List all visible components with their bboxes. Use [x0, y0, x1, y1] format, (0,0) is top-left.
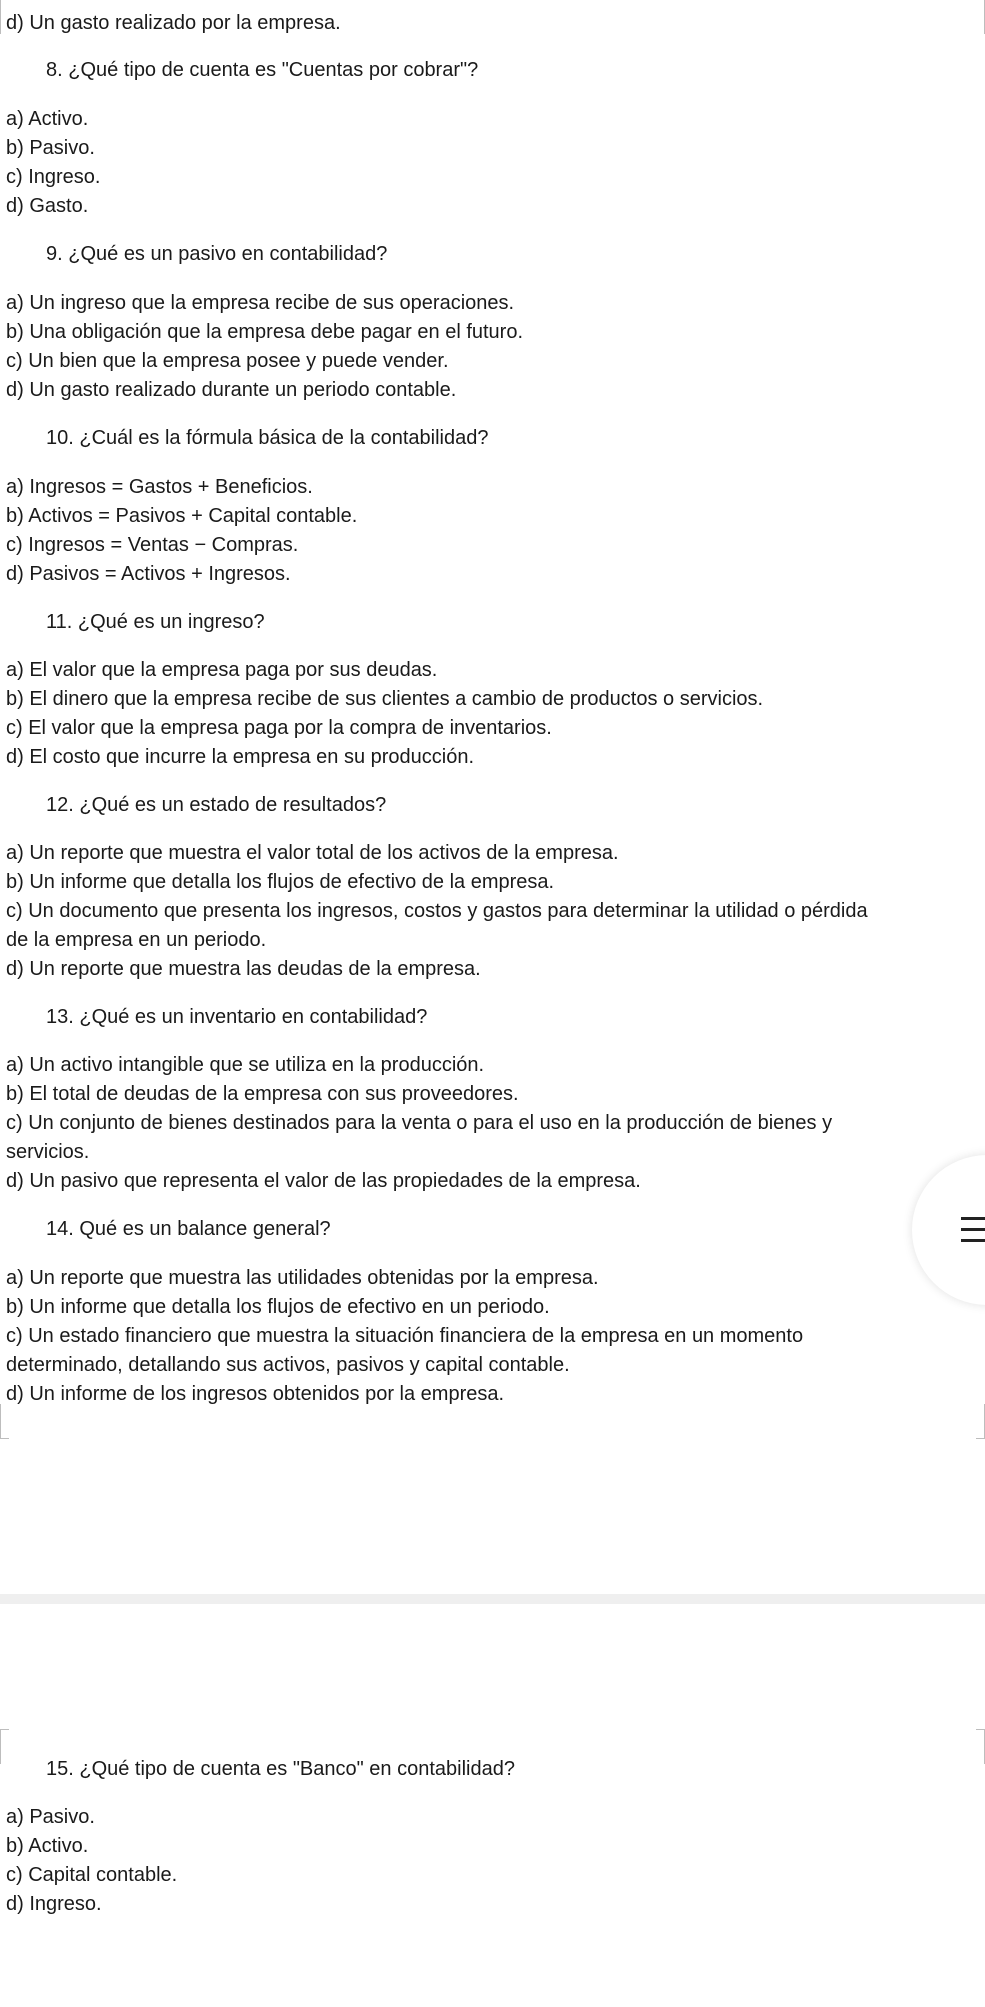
question-text: 10. ¿Cuál es la fórmula básica de la contabilidad? — [46, 427, 489, 449]
answer-option: a) Pasivo. — [6, 1806, 95, 1828]
answer-option: b) Activo. — [6, 1835, 89, 1857]
answer-option: a) Un ingreso que la empresa recibe de sus operaciones. — [6, 292, 515, 314]
answer-option: c) Un documento que presenta los ingresos, costos y gastos para determinar la utilidad o pérdida — [6, 900, 868, 922]
answer-option: c) Un bien que la empresa posee y puede vender. — [6, 350, 449, 372]
answer-option: c) Un conjunto de bienes destinados para la venta o para el uso en la producción de bienes y — [6, 1112, 833, 1134]
answer-option: a) Un activo intangible que se utiliza en la producción. — [6, 1054, 485, 1076]
answer-option: d) Ingreso. — [6, 1893, 102, 1915]
answer-option: c) Ingreso. — [6, 166, 101, 188]
answer-option: b) Activos = Pasivos + Capital contable. — [6, 505, 358, 527]
answer-option: b) El total de deudas de la empresa con sus proveedores. — [6, 1083, 519, 1105]
answer-option: c) Ingresos = Ventas − Compras. — [6, 534, 299, 556]
question-text: 8. ¿Qué tipo de cuenta es "Cuentas por cobrar"? — [46, 59, 479, 81]
answer-option: b) Un informe que detalla los flujos de efectivo de la empresa. — [6, 871, 555, 893]
question-text: 13. ¿Qué es un inventario en contabilidad? — [46, 1006, 428, 1028]
answer-option: d) Pasivos = Activos + Ingresos. — [6, 563, 291, 585]
answer-option: c) Un estado financiero que muestra la situación financiera de la empresa en un momento — [6, 1325, 804, 1347]
page-corner-mark — [976, 0, 985, 34]
answer-option: c) Capital contable. — [6, 1864, 178, 1886]
answer-option: a) Un reporte que muestra el valor total de los activos de la empresa. — [6, 842, 619, 864]
answer-option: b) Una obligación que la empresa debe pagar en el futuro. — [6, 321, 524, 343]
answer-option: b) Pasivo. — [6, 137, 95, 159]
answer-option: d) Un informe de los ingresos obtenidos por la empresa. — [6, 1383, 505, 1405]
answer-option: a) Ingresos = Gastos + Beneficios. — [6, 476, 313, 498]
answer-option: a) El valor que la empresa paga por sus deudas. — [6, 659, 438, 681]
answer-option: d) Un gasto realizado durante un periodo contable. — [6, 379, 457, 401]
question-text: 12. ¿Qué es un estado de resultados? — [46, 794, 387, 816]
answer-option: c) El valor que la empresa paga por la compra de inventarios. — [6, 717, 552, 739]
answer-option: de la empresa en un periodo. — [6, 929, 267, 951]
question-text: 11. ¿Qué es un ingreso? — [46, 611, 265, 633]
menu-icon — [961, 1217, 985, 1243]
answer-option: d) Gasto. — [6, 195, 89, 217]
answer-option: d) Un pasivo que representa el valor de las propiedades de la empresa. — [6, 1170, 641, 1192]
answer-option: determinado, detallando sus activos, pasivos y capital contable. — [6, 1354, 570, 1376]
answer-option: d) Un reporte que muestra las deudas de la empresa. — [6, 958, 481, 980]
page-corner-mark — [976, 1729, 985, 1764]
page-divider — [0, 1594, 985, 1604]
answer-option: b) El dinero que la empresa recibe de sus clientes a cambio de productos o servicios. — [6, 688, 764, 710]
question-text: 15. ¿Qué tipo de cuenta es "Banco" en contabilidad? — [46, 1758, 515, 1780]
answer-option: a) Activo. — [6, 108, 89, 130]
answer-option: d) Un gasto realizado por la empresa. — [6, 12, 341, 34]
answer-option: a) Un reporte que muestra las utilidades obtenidas por la empresa. — [6, 1267, 599, 1289]
answer-option: servicios. — [6, 1141, 90, 1163]
page-corner-mark — [0, 1729, 9, 1764]
page-corner-mark — [0, 1404, 9, 1439]
page-corner-mark — [976, 1404, 985, 1439]
question-text: 14. Qué es un balance general? — [46, 1218, 331, 1240]
question-text: 9. ¿Qué es un pasivo en contabilidad? — [46, 243, 388, 265]
document-page-2 — [0, 1606, 985, 2007]
answer-option: d) El costo que incurre la empresa en su producción. — [6, 746, 475, 768]
answer-option: b) Un informe que detalla los flujos de efectivo en un periodo. — [6, 1296, 550, 1318]
